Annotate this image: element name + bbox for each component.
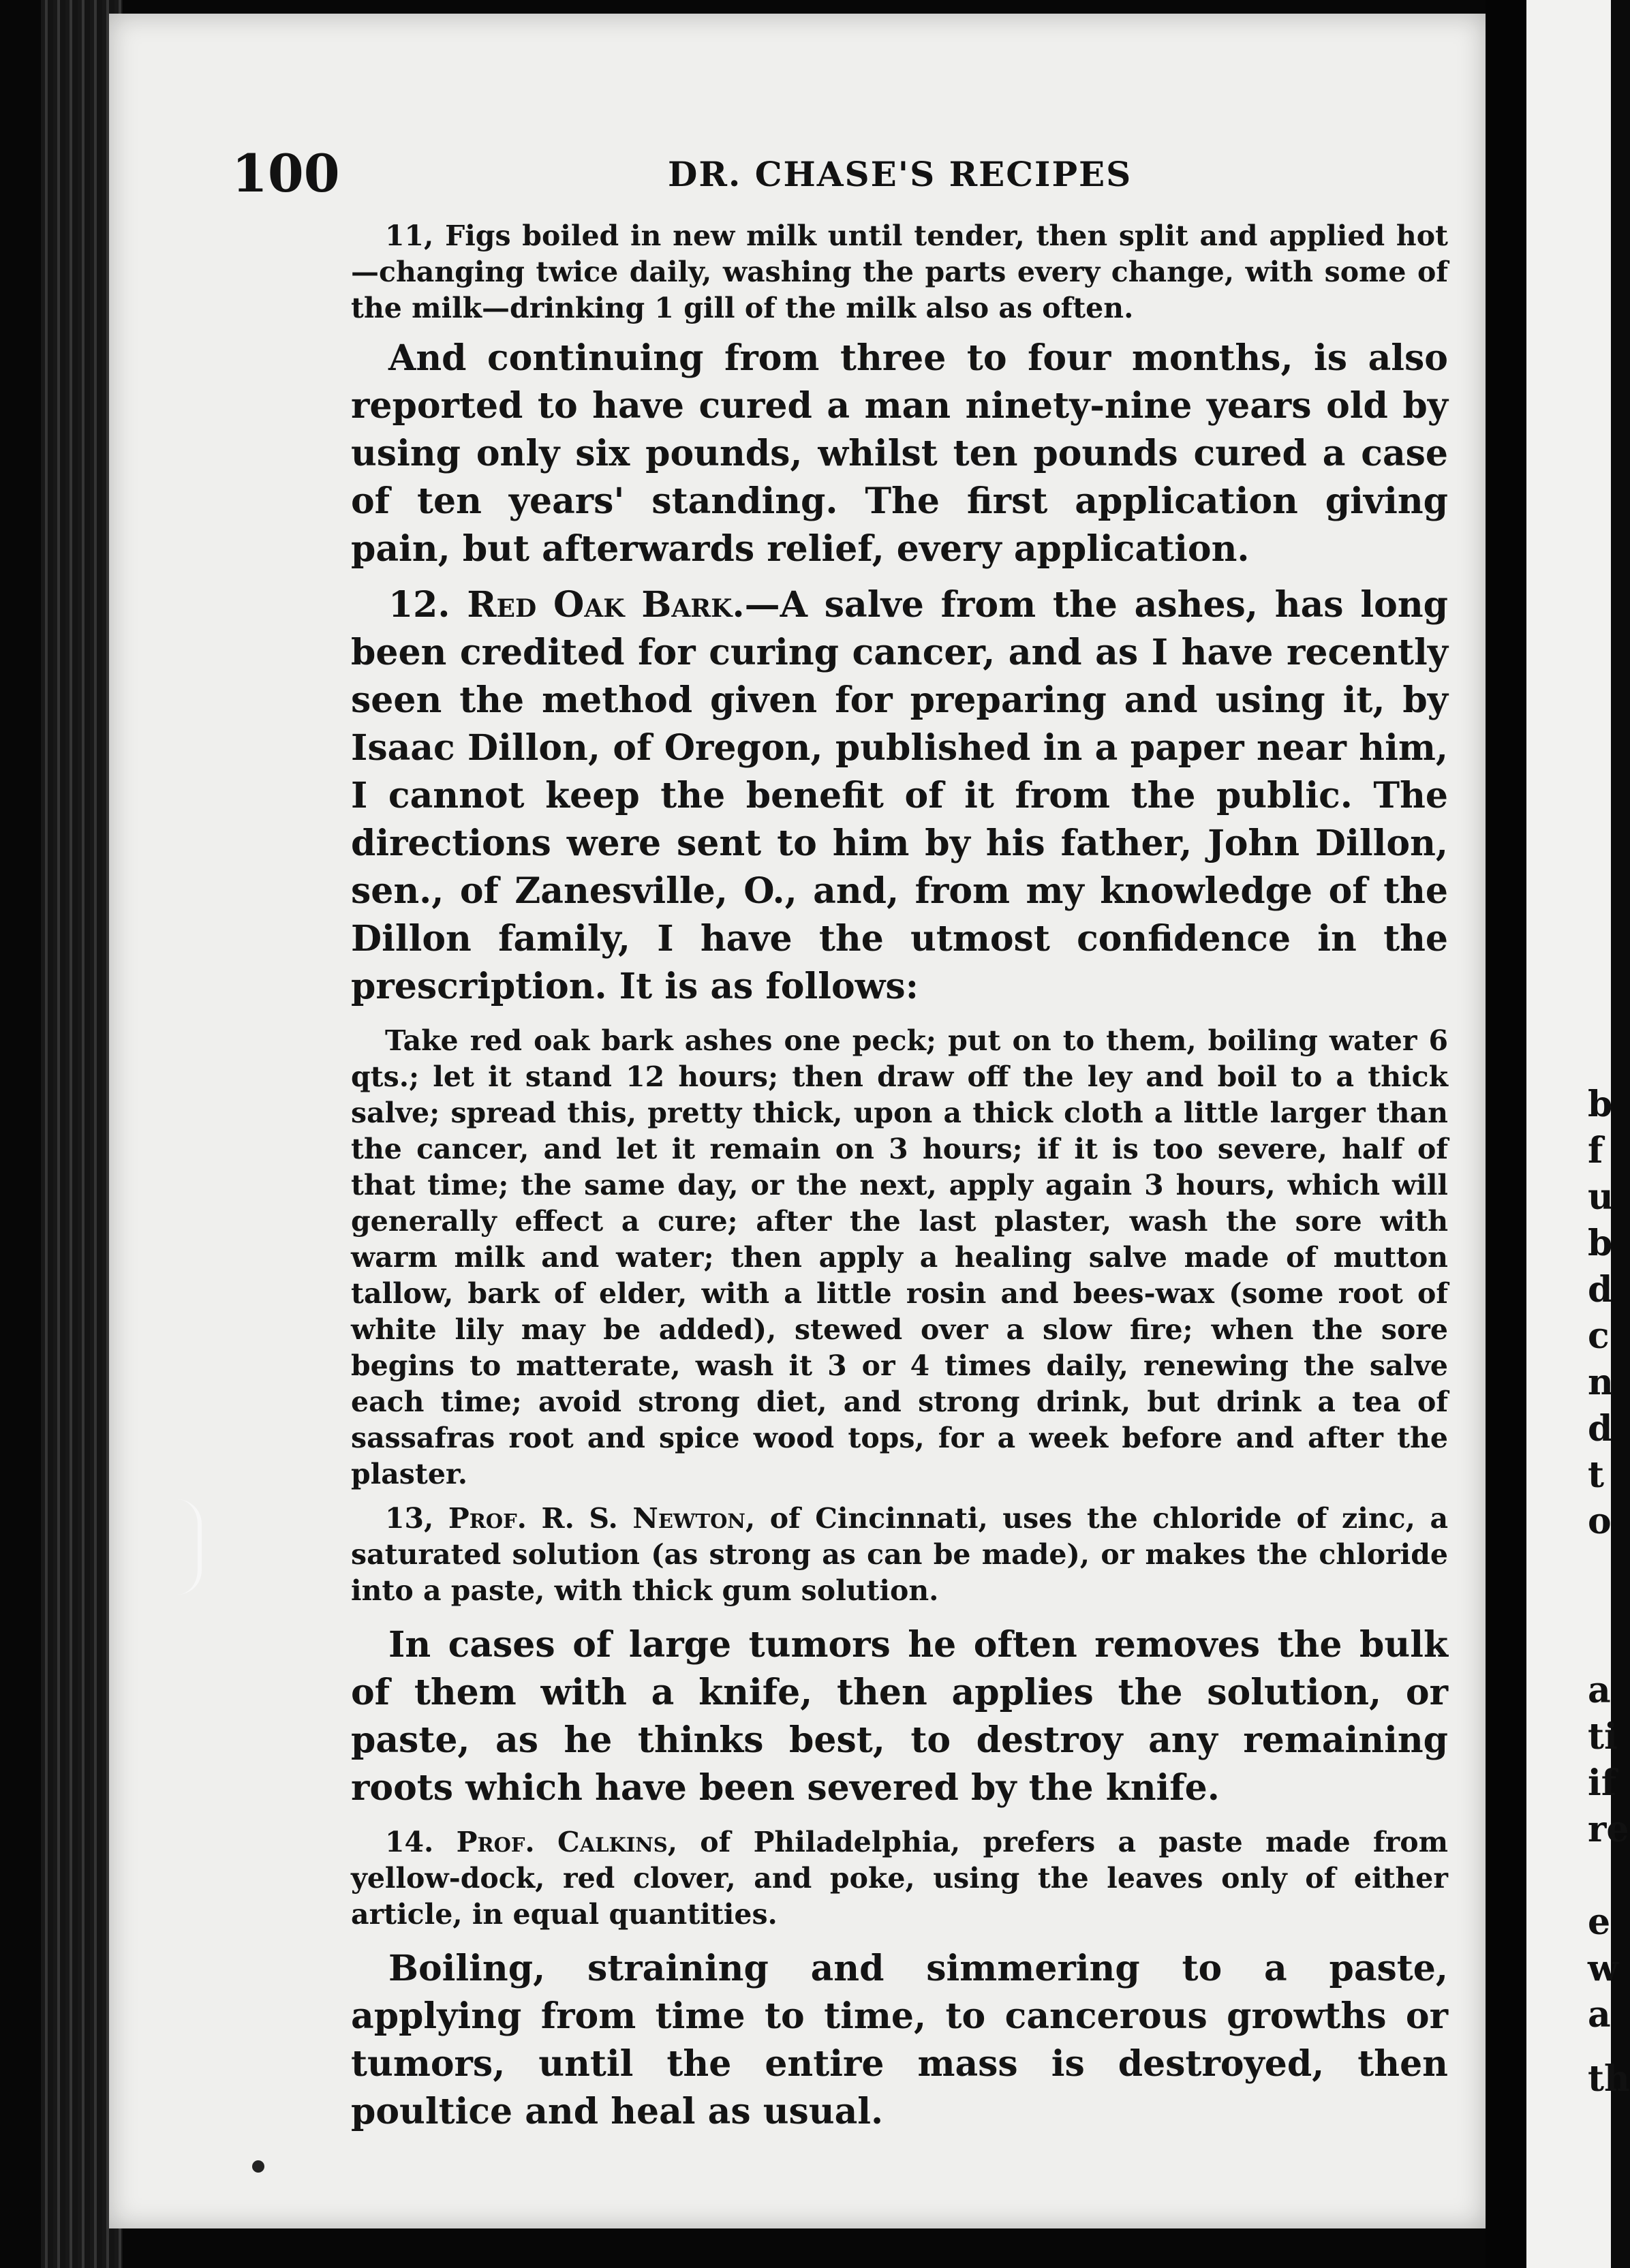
page-edge-shadow [1486, 0, 1526, 2268]
recipe-12-body: —A salve from the ashes, has long been credited for curing cancer, and as I have recently seen the method given for preparing and using it, by Isaac Dillon, of Oregon, published in a paper near him, I cannot keep the benefit of it from the public. The directions were sent to him by his father, John Dillon, sen., of Zanesville, O., and, from my knowledge of the Dillon family, I have the utmost confidence in the prescription. It is as follows: [351, 584, 1448, 1007]
facing-page-fragments-1: b f u b d c n d t o [1588, 1084, 1614, 1542]
recipe-13-body: of Cincinnati, uses the chloride of zinc, a saturated solution (as strong as can be made), or makes the chloride into a paste, with thick gum solution. [351, 1502, 1449, 1607]
recipe-13-note: In cases of large tumors he often removes the bulk of them with a knife, then applies the solution, or paste, as he thinks best, to destroy any remaining roots which have been severed by the knife. [351, 1624, 1448, 1809]
running-title: DR. CHASE'S RECIPES [668, 154, 1133, 194]
facing-page-fragments-2: a ti if re [1588, 1670, 1629, 1850]
recipe-14-body: of Philadelphia, prefers a paste made from yellow-dock, red clover, and poke, using the leaves only of either article, in equal quantities. [351, 1826, 1448, 1931]
ink-dot [252, 2160, 264, 2173]
recipe-13-number: 13, [385, 1502, 448, 1535]
recipe-11: 11, Figs boiled in new milk until tender, then split and applied hot—changing twice daily, washing the parts every change, with some of the milk—drinking 1 gill of the milk also as often. [351, 219, 1448, 324]
recipe-13-title: Prof. R. S. Newton, [448, 1502, 756, 1535]
recipe-12-title: Red Oak Bark. [467, 584, 745, 626]
recipe-12-directions: Take red oak bark ashes one peck; put on to them, boiling water 6 qts.; let it stand 12 hours; then draw off the ley and boil to a thick salve; spread this, pretty thick, upon a thick cloth a little larger than the cancer, and let it remain on 3 hours; if it is too severe, half of that time; the same day, or the next, apply again 3 hours, which will generally effect a cure; after the last plaster, wash the sore with warm milk and water; then apply a healing salve made of mutton tallow, bark of elder, with a little rosin and bees-wax (some root of white lily may be added), stewed over a slow fire; when the sore begins to matterate, wash it 3 or 4 times daily, renewing the salve each time; avoid strong diet, and strong drink, but drink a tea of sassafras root and spice wood tops, for a week before and after the plaster. [351, 1024, 1448, 1490]
margin-pencil-mark [177, 1499, 202, 1595]
page-number: 100 [232, 143, 340, 204]
recipe-12-number: 12. [388, 584, 467, 626]
recipe-14-number: 14. [385, 1826, 457, 1858]
facing-page-fragments-4: th [1588, 2058, 1630, 2100]
facing-page-fragments-3: e w a [1588, 1901, 1618, 2036]
recipe-11-note: And continuing from three to four months, is also reported to have cured a man ninety-nine years old by using only six pounds, whilst ten pounds cured a case of ten years' standing. The first application giving pain, but afterwards relief, every application. [351, 337, 1448, 570]
recipe-12-intro [351, 581, 1448, 1011]
page-header [232, 143, 1431, 204]
recipe-13 [351, 1501, 1448, 1609]
recipe-14-note: Boiling, straining and simmering to a paste, applying from time to time, to cancerous growths or tumors, until the entire mass is destroyed, then poultice and heal as usual. [351, 1948, 1448, 2132]
recipe-14 [351, 1824, 1448, 1933]
page-body [351, 218, 1448, 2136]
recipe-14-title: Prof. Calkins, [456, 1826, 678, 1858]
